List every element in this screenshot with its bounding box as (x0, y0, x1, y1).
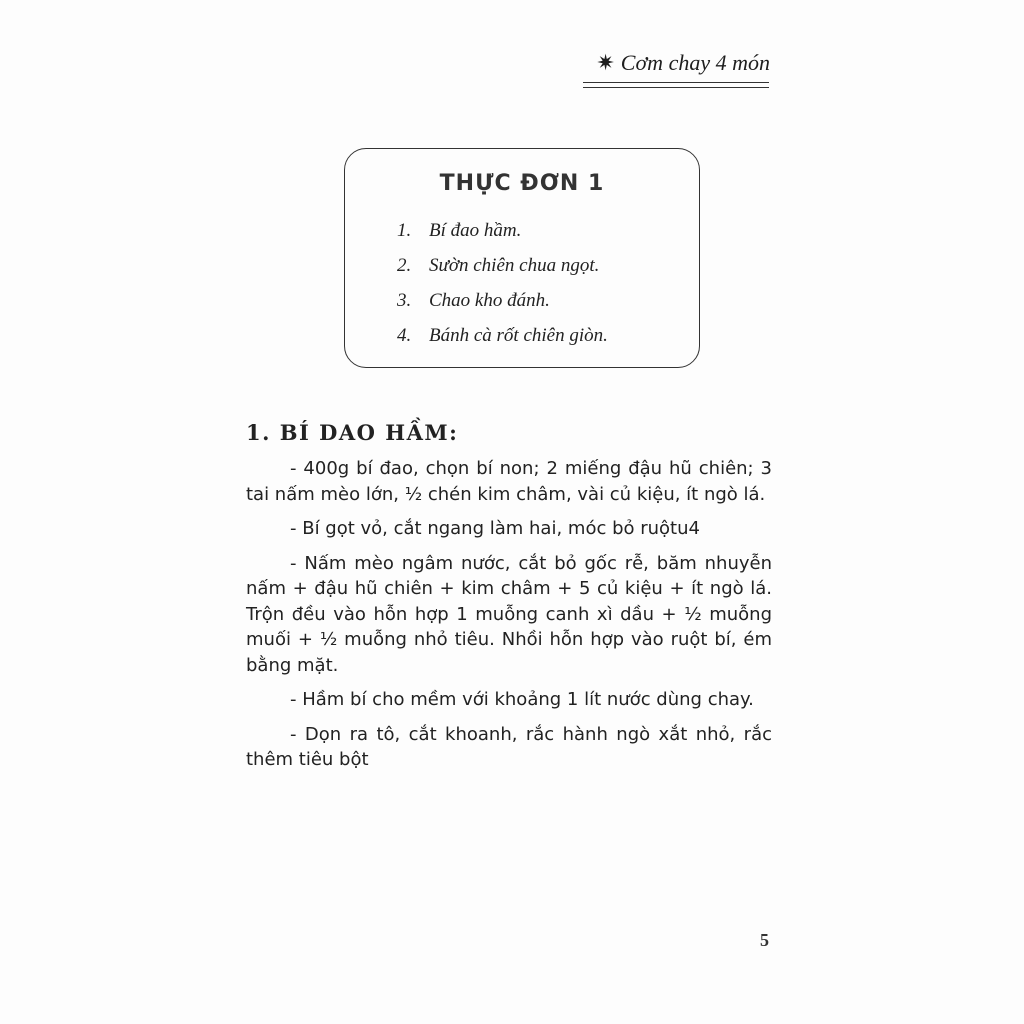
menu-item-text: Bánh cà rốt chiên giòn. (429, 325, 608, 346)
header-double-rule (583, 82, 769, 88)
menu-item (397, 213, 608, 248)
running-header (596, 50, 770, 76)
recipe-paragraph: - Hầm bí cho mềm với khoảng 1 lít nước dùng chay. (290, 689, 754, 710)
menu-item-text: Sườn chiên chua ngọt. (429, 255, 600, 276)
menu-list (397, 213, 608, 353)
recipe-paragraph: - 400g bí đao, chọn bí non; 2 miếng đậu hũ chiên; 3 tai nấm mèo lớn, ½ chén kim châm, vài củ kiệu, ít ngò lá. (246, 458, 772, 505)
menu-item-number: 2. (397, 255, 412, 276)
recipe-body (246, 456, 772, 782)
menu-item-number: 1. (397, 220, 412, 241)
running-header-title: Cơm chay 4 món (620, 50, 770, 75)
section-title: 1. BÍ DAO HẦM: (246, 420, 459, 445)
menu-item-number: 3. (397, 290, 412, 311)
menu-item (397, 318, 608, 353)
page-number: 5 (760, 930, 769, 950)
menu-box (344, 148, 700, 368)
menu-item (397, 248, 608, 283)
recipe-paragraph: - Dọn ra tô, cắt khoanh, rắc hành ngò xắt nhỏ, rắc thêm tiêu bột (246, 723, 772, 770)
recipe-paragraph: - Bí gọt vỏ, cắt ngang làm hai, móc bỏ ruộtu4 (290, 518, 700, 539)
menu-item-number: 4. (397, 325, 412, 346)
menu-item-text: Bí đao hầm. (429, 220, 522, 241)
menu-item-text: Chao kho đánh. (429, 290, 550, 311)
menu-item (397, 283, 608, 318)
star-icon: ✷ (596, 50, 615, 75)
menu-title: THỰC ĐƠN 1 (439, 171, 605, 196)
recipe-paragraph: - Nấm mèo ngâm nước, cắt bỏ gốc rễ, băm nhuyễn nấm + đậu hũ chiên + kim châm + 5 củ kiệu + ít ngò lá. Trộn đều vào hỗn hợp 1 muỗng canh xì dầu + ½ muỗng muối + ½ muỗng nhỏ tiêu. Nhồi hỗn hợp vào ruột bí, ém bằng mặt. (246, 552, 772, 676)
